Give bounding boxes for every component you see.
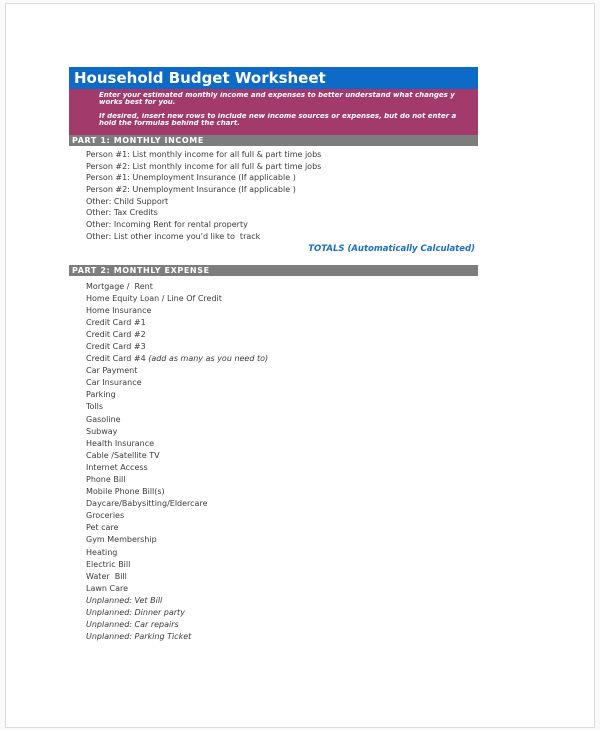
part1-header-bar	[69, 135, 478, 146]
list-item: Groceries	[86, 511, 125, 521]
income-list	[69, 149, 509, 243]
part1-header-label: PART 1: MONTHLY INCOME	[72, 136, 204, 145]
part2-header-bar	[69, 265, 478, 276]
intro-line: hold the formulas behind the chart.	[99, 120, 240, 128]
totals-label: TOTALS (Automatically Calculated)	[308, 243, 475, 254]
list-item: Subway	[86, 426, 118, 436]
list-item: Credit Card #3	[86, 341, 146, 351]
list-item: Other: Tax Credits	[86, 208, 158, 218]
list-item: Internet Access	[86, 462, 148, 472]
list-item: Cable /Satellite TV	[86, 450, 160, 460]
intro-line: works best for you.	[99, 99, 176, 107]
part2-header-label: PART 2: MONTHLY EXPENSE	[72, 266, 210, 275]
list-item: Person #1: List monthly income for all full & part time jobs	[86, 150, 322, 159]
list-item: Tolls	[86, 402, 104, 412]
list-item: Other: Child Support	[86, 196, 169, 206]
list-item: Person #2: List monthly income for all full & part time jobs	[86, 161, 322, 171]
list-item: Lawn Care	[86, 583, 129, 593]
list-item: Credit Card #2	[86, 329, 146, 339]
list-item: Health Insurance	[86, 438, 155, 448]
list-item: Unplanned: Vet Bill	[86, 595, 163, 605]
worksheet-page	[5, 3, 595, 728]
list-item: Other: List other income you'd like to track	[86, 231, 261, 241]
list-item: Other: Incoming Rent for rental property	[86, 220, 248, 230]
list-item: Car Insurance	[86, 378, 142, 388]
intro-line: If desired, insert new rows to include new income sources or expenses, but do not enter a	[99, 112, 457, 120]
list-item: Person #1: Unemployment Insurance (If applicable )	[86, 173, 296, 183]
list-item: Unplanned: Dinner party	[86, 608, 185, 618]
list-item: Water Bill	[86, 571, 127, 581]
intro-note	[69, 89, 478, 135]
worksheet-title-bar	[69, 67, 478, 89]
list-item: Unplanned: Parking Ticket	[86, 632, 192, 642]
list-item: Mobile Phone Bill(s)	[86, 487, 165, 497]
list-item: Credit Card #4 (add as many as you need to)	[86, 354, 269, 364]
list-item: Electric Bill	[86, 559, 131, 569]
list-item: Mortgage / Rent	[86, 281, 153, 291]
intro-paragraph	[99, 92, 478, 106]
list-item: Credit Card #1	[86, 317, 146, 327]
worksheet-title: Household Budget Worksheet	[74, 69, 326, 87]
list-item: Gym Membership	[86, 535, 157, 545]
list-item: Pet care	[86, 523, 119, 533]
expense-list	[69, 281, 509, 644]
intro-line: Enter your estimated monthly income and expenses to better understand what changes y	[99, 92, 455, 99]
list-item: Car Payment	[86, 366, 138, 376]
list-item: Gasoline	[86, 414, 121, 424]
list-item: Person #2: Unemployment Insurance (If applicable )	[86, 185, 296, 195]
intro-paragraph	[99, 113, 478, 127]
list-item: Parking	[86, 390, 116, 400]
list-item: Home Equity Loan / Line Of Credit	[86, 293, 222, 303]
list-item: Unplanned: Car repairs	[86, 620, 179, 630]
list-item: Daycare/Babysitting/Eldercare	[86, 499, 208, 509]
list-item: Phone Bill	[86, 475, 126, 484]
list-item: Home Insurance	[86, 305, 152, 315]
list-item: Heating	[86, 547, 118, 557]
